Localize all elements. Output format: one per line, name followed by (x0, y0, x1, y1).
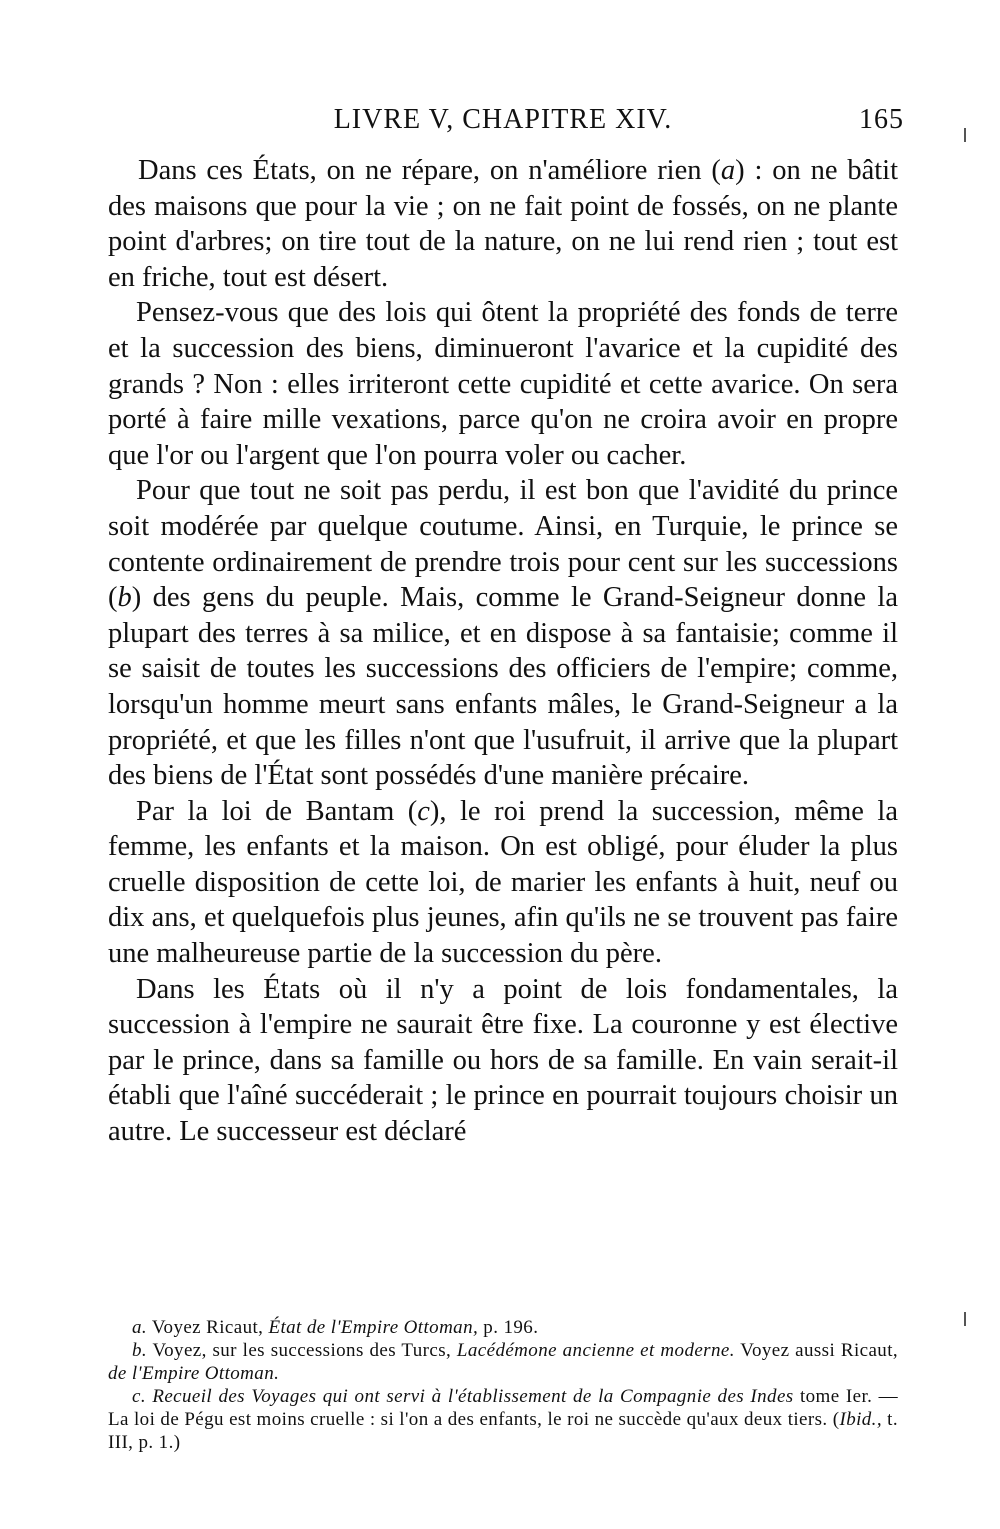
footnote-ref: c (417, 795, 430, 827)
footnote: b. Voyez, sur les successions des Turcs, Lacédémone ancienne et moderne. Voyez aussi Ricaut, de l'Empire Ottoman. (108, 1340, 899, 1384)
paragraph: Dans les États où il n'y a point de lois fondamentales, la succession à l'empire ne saurait être fixe. La couronne y est élective par le prince, dans sa famille ou hors de sa famille. En vain serait-il établi que l'aîné succéderait ; le prince en pourrait toujours choisir un autre. Le successeur est déclaré (108, 973, 898, 1148)
margin-mark (964, 128, 966, 142)
main-text (108, 153, 898, 1150)
running-head (108, 104, 904, 140)
paragraph: Par la loi de Bantam (c), le roi prend la succession, même la femme, les enfants et la maison. On est obligé, pour éluder la plus cruelle disposition de cette loi, de marier les enfants à huit, neuf ou dix ans, et quelquefois plus jeunes, afin qu'ils ne se trouvent pas faire une malheureuse partie de la succession du père. (108, 795, 898, 970)
footnote-ref: a (720, 155, 736, 186)
paragraph: Pensez-vous que des lois qui ôtent la propriété des fonds de terre et la succession des biens, diminueront l'avarice et la cupidité des grands ? Non : elles irriteront cette cupidité et cette avarice. On sera porté à faire mille vexations, parce qu'on ne croira avoir en propre que l'or ou l'argent que l'on pourra voler ou cacher. (108, 297, 898, 471)
footnote: a. Voyez Ricaut, État de l'Empire Ottoman, p. 196. (132, 1317, 539, 1338)
footnote-marker: b. (132, 1340, 148, 1361)
chapter-heading: LIVRE V, CHAPITRE XIV. (333, 104, 673, 135)
footnote-ref: b (117, 582, 132, 614)
footnote: c. Recueil des Voyages qui ont servi à l'établissement de la Compagnie des Indes tome Ier. — La loi de Pégu est moins cruelle : si l'on a des enfants, le roi ne succède qu'aux deux tiers. (Ibid., t. III, p. 1.) (108, 1386, 899, 1453)
paragraph: Dans ces États, on ne répare, on n'améliore rien (a) : on ne bâtit des maisons que pour la vie ; on ne fait point de fossés, on ne plante point d'arbres; on tire tout de la nature, on ne lui rend rien ; tout est en friche, tout est désert. (108, 155, 898, 293)
footnote-marker: c. (132, 1386, 146, 1407)
footnotes (108, 1316, 898, 1454)
paragraph: Pour que tout ne soit pas perdu, il est bon que l'avidité du prince soit modérée par quelque coutume. Ainsi, en Turquie, le prince se contente ordinairement de prendre trois pour cent sur les successions (b) des gens du peuple. Mais, comme le Grand-Seigneur donne la plupart des terres à sa milice, et en dispose à sa fantaisie; comme il se saisit de toutes les successions des officiers de l'empire; comme, lorsqu'un homme meurt sans enfants mâles, le Grand-Seigneur a la propriété, et que les filles n'ont que l'usufruit, il arrive que la plupart des biens de l'État sont possédés d'une manière précaire. (108, 475, 898, 792)
margin-mark (964, 1312, 966, 1326)
page-number: 165 (859, 104, 904, 135)
footnote-marker: a. (132, 1317, 148, 1338)
